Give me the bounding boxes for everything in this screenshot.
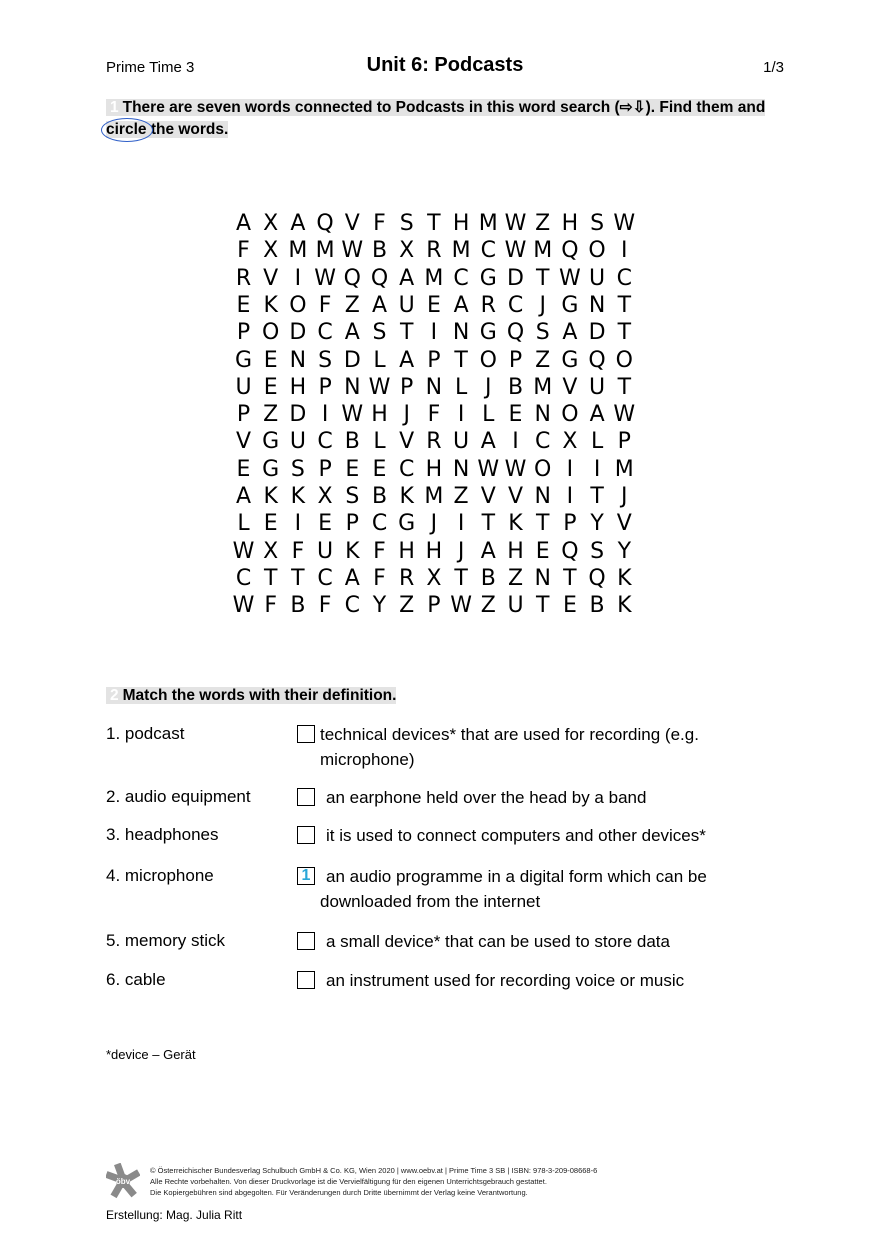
grid-letter[interactable]: P <box>318 374 332 400</box>
grid-letter[interactable]: Y <box>590 511 604 537</box>
grid-letter[interactable]: W <box>613 402 636 428</box>
grid-letter[interactable]: J <box>403 402 410 428</box>
answer-box-2[interactable] <box>297 788 315 806</box>
grid-letter[interactable]: V <box>399 429 415 455</box>
grid-letter[interactable]: H <box>425 538 443 564</box>
task-1-instruction <box>106 97 786 141</box>
grid-letter[interactable]: J <box>485 374 492 400</box>
grid-letter[interactable]: N <box>344 374 361 400</box>
answer-box-4[interactable]: 1 <box>297 867 315 885</box>
grid-letter[interactable]: K <box>508 511 523 537</box>
grid-letter[interactable]: W <box>341 402 364 428</box>
grid-letter[interactable]: X <box>317 484 333 509</box>
grid-letter[interactable]: S <box>290 456 305 482</box>
grid-letter[interactable]: Q <box>588 347 606 373</box>
svg-text:öbv: öbv <box>115 1177 131 1186</box>
grid-letter[interactable]: A <box>344 320 360 346</box>
task-2-number: 2 <box>110 687 119 704</box>
grid-letter[interactable]: T <box>617 320 632 346</box>
grid-letter[interactable]: F <box>264 593 278 619</box>
grid-letter[interactable]: F <box>373 565 386 591</box>
task-1-number: 1 <box>110 99 119 116</box>
grid-letter[interactable]: L <box>590 429 604 455</box>
grid-letter[interactable]: Y <box>617 538 632 564</box>
match-word-4: 4. microphone <box>106 866 214 885</box>
grid-letter[interactable]: U <box>398 292 415 318</box>
task-1-text-a: There are seven words connected to Podcasts in this word search (⇨⇩). Find them and <box>122 99 766 116</box>
grid-letter[interactable]: P <box>400 374 414 400</box>
grid-letter[interactable]: T <box>399 320 414 346</box>
grid-letter[interactable]: J <box>621 484 628 509</box>
grid-letter[interactable]: U <box>453 429 470 455</box>
match-word-3: 3. headphones <box>106 825 219 844</box>
grid-letter[interactable]: T <box>535 593 550 619</box>
page-number: 1/3 <box>763 59 784 76</box>
answer-box-5[interactable] <box>297 932 315 950</box>
grid-letter[interactable]: O <box>588 238 606 264</box>
grid-letter[interactable]: T <box>563 565 577 591</box>
grid-letter[interactable]: C <box>535 429 551 455</box>
grid-letter[interactable]: P <box>508 347 523 373</box>
grid-letter[interactable]: W <box>504 211 527 236</box>
grid-letter[interactable]: T <box>590 484 604 509</box>
grid-letter[interactable]: A <box>344 565 360 591</box>
grid-letter[interactable]: L <box>373 429 386 455</box>
grid-letter[interactable]: C <box>480 238 496 264</box>
grid-letter[interactable]: N <box>425 374 443 400</box>
grid-letter[interactable]: G <box>561 347 579 373</box>
grid-letter[interactable]: V <box>263 265 279 291</box>
grid-letter[interactable]: A <box>235 211 252 236</box>
grid-letter[interactable]: E <box>426 292 441 318</box>
grid-letter[interactable]: C <box>507 292 524 318</box>
grid-letter[interactable]: V <box>562 374 578 400</box>
grid-letter[interactable]: A <box>399 347 415 373</box>
grid-letter[interactable]: G <box>398 511 416 537</box>
grid-letter[interactable]: C <box>344 593 360 619</box>
grid-letter[interactable]: S <box>535 320 550 346</box>
task-2-instruction <box>106 687 396 705</box>
grid-letter[interactable]: A <box>562 320 578 346</box>
grid-letter[interactable]: M <box>614 456 634 482</box>
grid-letter[interactable]: M <box>533 374 553 400</box>
grid-letter[interactable]: I <box>566 484 574 509</box>
grid-letter[interactable]: B <box>290 593 306 619</box>
grid-letter[interactable]: H <box>561 211 579 236</box>
grid-letter[interactable]: S <box>590 211 605 236</box>
grid-letter[interactable]: J <box>430 511 438 537</box>
grid-letter[interactable]: E <box>263 511 278 537</box>
legal-notice <box>150 1165 597 1198</box>
grid-letter[interactable]: U <box>289 429 306 455</box>
grid-letter[interactable]: W <box>368 374 391 400</box>
grid-letter[interactable]: Q <box>561 538 579 564</box>
grid-letter[interactable]: K <box>399 484 414 509</box>
grid-letter[interactable]: F <box>291 538 305 564</box>
grid-letter[interactable]: G <box>479 320 497 346</box>
grid-letter[interactable]: R <box>235 265 252 291</box>
grid-letter[interactable]: E <box>263 347 278 373</box>
grid-letter[interactable]: O <box>289 292 307 318</box>
grid-letter[interactable]: C <box>317 565 333 591</box>
grid-letter[interactable]: S <box>345 484 360 509</box>
legal-line-3: Die Kopiergebühren sind abgegolten. Für Veränderungen durch Dritte übernimmt der Verlag keine Verantwortung. <box>150 1188 528 1197</box>
grid-letter[interactable]: S <box>590 538 605 564</box>
grid-letter[interactable]: C <box>235 565 252 591</box>
grid-letter[interactable]: M <box>451 238 471 264</box>
grid-letter[interactable]: V <box>344 211 360 236</box>
definition-3: it is used to connect computers and other devices* <box>326 826 706 845</box>
answer-box-3[interactable] <box>297 826 315 844</box>
grid-letter[interactable]: N <box>289 347 307 373</box>
grid-letter[interactable]: V <box>235 429 252 455</box>
grid-letter[interactable]: I <box>457 402 465 428</box>
grid-letter[interactable]: H <box>398 538 415 564</box>
grid-letter[interactable]: E <box>535 538 550 564</box>
match-word-6: 6. cable <box>106 970 166 989</box>
grid-letter[interactable]: W <box>477 456 500 482</box>
grid-letter[interactable]: B <box>480 565 496 591</box>
grid-letter[interactable]: E <box>236 456 251 482</box>
grid-letter[interactable]: K <box>617 565 632 591</box>
grid-letter[interactable]: X <box>263 538 279 564</box>
grid-letter[interactable]: I <box>430 320 438 346</box>
grid-letter[interactable]: C <box>317 429 333 455</box>
grid-letter[interactable]: J <box>539 292 546 318</box>
grid-letter[interactable]: B <box>589 593 605 619</box>
grid-letter[interactable]: P <box>563 511 577 537</box>
grid-letter[interactable]: H <box>452 211 470 236</box>
grid-letter[interactable]: C <box>399 456 415 482</box>
grid-letter[interactable]: S <box>399 211 414 236</box>
grid-letter[interactable]: T <box>454 565 468 591</box>
author-credit: Erstellung: Mag. Julia Ritt <box>106 1208 243 1222</box>
definition-2: an earphone held over the head by a band <box>326 788 647 807</box>
grid-letter[interactable]: K <box>345 538 360 564</box>
grid-letter[interactable]: T <box>481 511 496 537</box>
grid-letter[interactable]: F <box>373 538 386 564</box>
grid-letter[interactable]: T <box>263 565 278 591</box>
grid-letter[interactable]: W <box>504 456 527 482</box>
match-word-5: 5. memory stick <box>106 931 226 950</box>
grid-letter[interactable]: C <box>371 511 388 537</box>
grid-letter[interactable]: L <box>237 511 250 537</box>
grid-letter[interactable]: I <box>566 456 574 482</box>
grid-letter[interactable]: H <box>425 456 443 482</box>
grid-letter[interactable]: D <box>507 265 524 291</box>
grid-letter[interactable]: U <box>507 593 524 619</box>
grid-letter[interactable]: L <box>373 347 386 373</box>
grid-letter[interactable]: E <box>508 402 523 428</box>
definition-6: an instrument used for recording voice or music <box>326 971 685 990</box>
grid-letter[interactable]: X <box>426 565 442 591</box>
grid-letter[interactable]: K <box>290 484 306 509</box>
grid-letter[interactable]: H <box>289 374 307 400</box>
grid-letter[interactable]: Z <box>535 347 551 373</box>
grid-letter[interactable]: N <box>534 484 551 509</box>
grid-letter[interactable]: Z <box>453 484 469 509</box>
grid-letter[interactable]: M <box>315 238 335 264</box>
grid-letter[interactable]: U <box>235 374 252 400</box>
grid-letter[interactable]: O <box>534 456 552 482</box>
grid-letter[interactable]: A <box>453 292 469 318</box>
task-2-text: Match the words with their definition. <box>122 687 397 704</box>
grid-letter[interactable]: C <box>453 265 469 291</box>
grid-letter[interactable]: L <box>482 402 495 428</box>
match-word-1: 1. podcast <box>106 724 185 743</box>
grid-letter[interactable]: V <box>480 484 496 509</box>
legal-line-2: Alle Rechte vorbehalten. Von dieser Druckvorlage ist die Vervielfältigung für den eigenen Unterrichtsgebrauch gestattet. <box>150 1177 547 1186</box>
match-word-2: 2. audio equipment <box>106 787 251 806</box>
grid-letter[interactable]: D <box>588 320 606 346</box>
grid-letter[interactable]: L <box>454 374 468 400</box>
grid-letter[interactable]: P <box>345 511 359 537</box>
grid-letter[interactable]: A <box>589 402 605 428</box>
grid-letter[interactable]: R <box>480 292 496 318</box>
grid-letter[interactable]: M <box>288 238 308 264</box>
grid-letter[interactable]: X <box>263 238 279 264</box>
grid-letter[interactable]: B <box>507 374 524 400</box>
grid-letter[interactable]: W <box>613 211 636 236</box>
definition-4: an audio programme in a digital form which can be downloaded from the internet <box>320 867 707 911</box>
grid-letter[interactable]: H <box>371 402 388 428</box>
grid-letter[interactable]: V <box>507 484 524 509</box>
grid-letter[interactable]: G <box>561 292 579 318</box>
grid-letter[interactable]: P <box>427 593 441 619</box>
grid-letter[interactable]: R <box>399 565 415 591</box>
grid-letter[interactable]: B <box>371 238 388 264</box>
grid-letter[interactable]: M <box>478 211 498 236</box>
grid-letter[interactable]: T <box>535 265 550 291</box>
grid-letter[interactable]: P <box>236 402 251 428</box>
grid-letter[interactable]: H <box>507 538 524 564</box>
grid-letter[interactable]: K <box>263 292 278 318</box>
grid-letter[interactable]: X <box>263 211 279 236</box>
grid-letter[interactable]: C <box>317 320 333 346</box>
grid-letter[interactable]: T <box>454 347 468 373</box>
grid-letter[interactable]: T <box>291 565 305 591</box>
grid-letter[interactable]: I <box>457 511 465 537</box>
grid-letter[interactable]: U <box>589 374 606 400</box>
grid-letter[interactable]: Q <box>370 265 389 291</box>
grid-letter[interactable]: W <box>232 538 255 564</box>
grid-letter[interactable]: N <box>452 456 470 482</box>
oebv-logo-icon <box>106 1163 140 1199</box>
grid-letter[interactable]: U <box>317 538 334 564</box>
book-title: Prime Time 3 <box>106 59 195 76</box>
grid-letter[interactable]: A <box>480 538 496 564</box>
grid-letter[interactable]: W <box>314 265 336 291</box>
grid-letter[interactable]: E <box>562 593 577 619</box>
grid-letter[interactable]: D <box>343 347 361 373</box>
grid-letter[interactable]: P <box>318 456 332 482</box>
grid-letter[interactable]: F <box>373 211 386 236</box>
legal-line-1: © Österreichischer Bundesverlag Schulbuch GmbH & Co. KG, Wien 2020 | www.oebv.at | Prime Time 3 SB | ISBN: 978-3-209-08668-6 <box>150 1166 598 1175</box>
grid-letter[interactable]: K <box>617 593 632 619</box>
grid-letter[interactable]: G <box>262 429 280 455</box>
grid-letter[interactable]: N <box>534 565 551 591</box>
grid-letter[interactable]: T <box>427 211 441 236</box>
grid-letter[interactable]: E <box>263 374 278 400</box>
grid-letter[interactable]: B <box>344 429 360 455</box>
grid-letter[interactable]: G <box>234 347 253 373</box>
grid-letter[interactable]: B <box>371 484 388 509</box>
grid-letter[interactable]: P <box>617 429 631 455</box>
grid-letter[interactable]: T <box>617 374 632 400</box>
grid-letter[interactable]: N <box>534 402 551 428</box>
grid-letter[interactable]: Q <box>561 238 579 264</box>
grid-letter[interactable]: O <box>479 347 497 373</box>
grid-letter[interactable]: A <box>290 211 306 236</box>
grid-letter[interactable]: C <box>616 265 632 291</box>
grid-letter[interactable]: R <box>426 238 442 264</box>
grid-letter[interactable]: T <box>617 292 632 318</box>
grid-letter[interactable]: I <box>294 265 302 291</box>
grid-letter[interactable]: F <box>427 402 441 428</box>
grid-letter[interactable]: Z <box>399 593 415 619</box>
grid-letter[interactable]: U <box>589 265 606 291</box>
grid-letter[interactable]: W <box>450 593 472 619</box>
grid-letter[interactable]: I <box>294 511 302 537</box>
grid-letter[interactable]: Q <box>506 320 525 346</box>
grid-letter[interactable]: X <box>399 238 415 264</box>
grid-letter[interactable]: M <box>424 265 444 291</box>
footnote: *device – Gerät <box>106 1047 196 1062</box>
grid-letter[interactable]: V <box>616 511 632 537</box>
grid-letter[interactable]: M <box>424 484 444 509</box>
grid-letter[interactable]: Z <box>507 565 524 591</box>
circle-word: circle <box>106 121 147 138</box>
grid-letter[interactable]: A <box>371 292 388 318</box>
grid-letter[interactable]: T <box>535 511 550 537</box>
grid-letter[interactable]: Y <box>372 593 387 619</box>
grid-letter[interactable]: S <box>372 320 387 346</box>
grid-letter[interactable]: G <box>262 456 280 482</box>
answer-box-6[interactable] <box>297 971 315 989</box>
grid-letter[interactable]: R <box>426 429 442 455</box>
grid-letter[interactable]: J <box>457 538 465 564</box>
grid-letter[interactable]: Z <box>263 402 279 428</box>
grid-letter[interactable]: D <box>289 402 307 428</box>
definition-1: technical devices* that are used for recording (e.g. microphone) <box>320 725 699 769</box>
grid-letter[interactable]: P <box>427 347 441 373</box>
grid-letter[interactable]: W <box>559 265 581 291</box>
grid-letter[interactable]: Q <box>316 211 334 236</box>
grid-letter[interactable]: E <box>318 511 333 537</box>
grid-letter[interactable]: A <box>399 265 415 291</box>
grid-letter[interactable]: D <box>289 320 307 346</box>
grid-letter[interactable]: Q <box>343 265 361 291</box>
answer-box-1[interactable] <box>297 725 315 743</box>
circle-oval-icon <box>101 118 153 142</box>
grid-letter[interactable]: O <box>262 320 280 346</box>
grid-letter[interactable]: W <box>341 238 364 264</box>
grid-letter[interactable]: F <box>318 292 332 318</box>
grid-letter[interactable]: A <box>480 429 496 455</box>
grid-letter[interactable]: P <box>236 320 251 346</box>
grid-letter[interactable]: M <box>533 238 553 264</box>
grid-letter[interactable]: W <box>504 238 527 264</box>
grid-letter[interactable]: S <box>318 347 333 373</box>
grid-letter[interactable]: F <box>318 593 332 619</box>
grid-letter[interactable]: O <box>561 402 579 428</box>
grid-letter[interactable]: A <box>235 484 252 509</box>
grid-letter[interactable]: E <box>345 456 360 482</box>
grid-letter[interactable]: X <box>562 429 578 455</box>
grid-letter[interactable]: E <box>372 456 387 482</box>
page-title: Unit 6: Podcasts <box>366 54 524 76</box>
grid-letter[interactable]: N <box>452 320 470 346</box>
grid-letter[interactable]: I <box>621 238 628 264</box>
task-1-text-b: the words. <box>146 121 229 138</box>
grid-letter[interactable]: I <box>321 402 329 428</box>
grid-letter[interactable]: G <box>479 265 497 291</box>
grid-letter[interactable]: W <box>232 593 255 619</box>
grid-letter[interactable]: I <box>512 429 519 455</box>
grid-letter[interactable]: F <box>237 238 250 264</box>
grid-letter[interactable]: E <box>236 292 251 318</box>
grid-letter[interactable]: Z <box>535 211 551 236</box>
grid-letter[interactable]: O <box>615 347 633 373</box>
grid-letter[interactable]: K <box>263 484 278 509</box>
grid-letter[interactable]: N <box>588 292 606 318</box>
grid-letter[interactable]: Z <box>344 292 360 318</box>
definition-5: a small device* that can be used to store data <box>326 932 670 951</box>
grid-letter[interactable]: Q <box>588 565 606 591</box>
grid-letter[interactable]: I <box>593 456 601 482</box>
grid-letter[interactable]: Z <box>480 593 496 619</box>
